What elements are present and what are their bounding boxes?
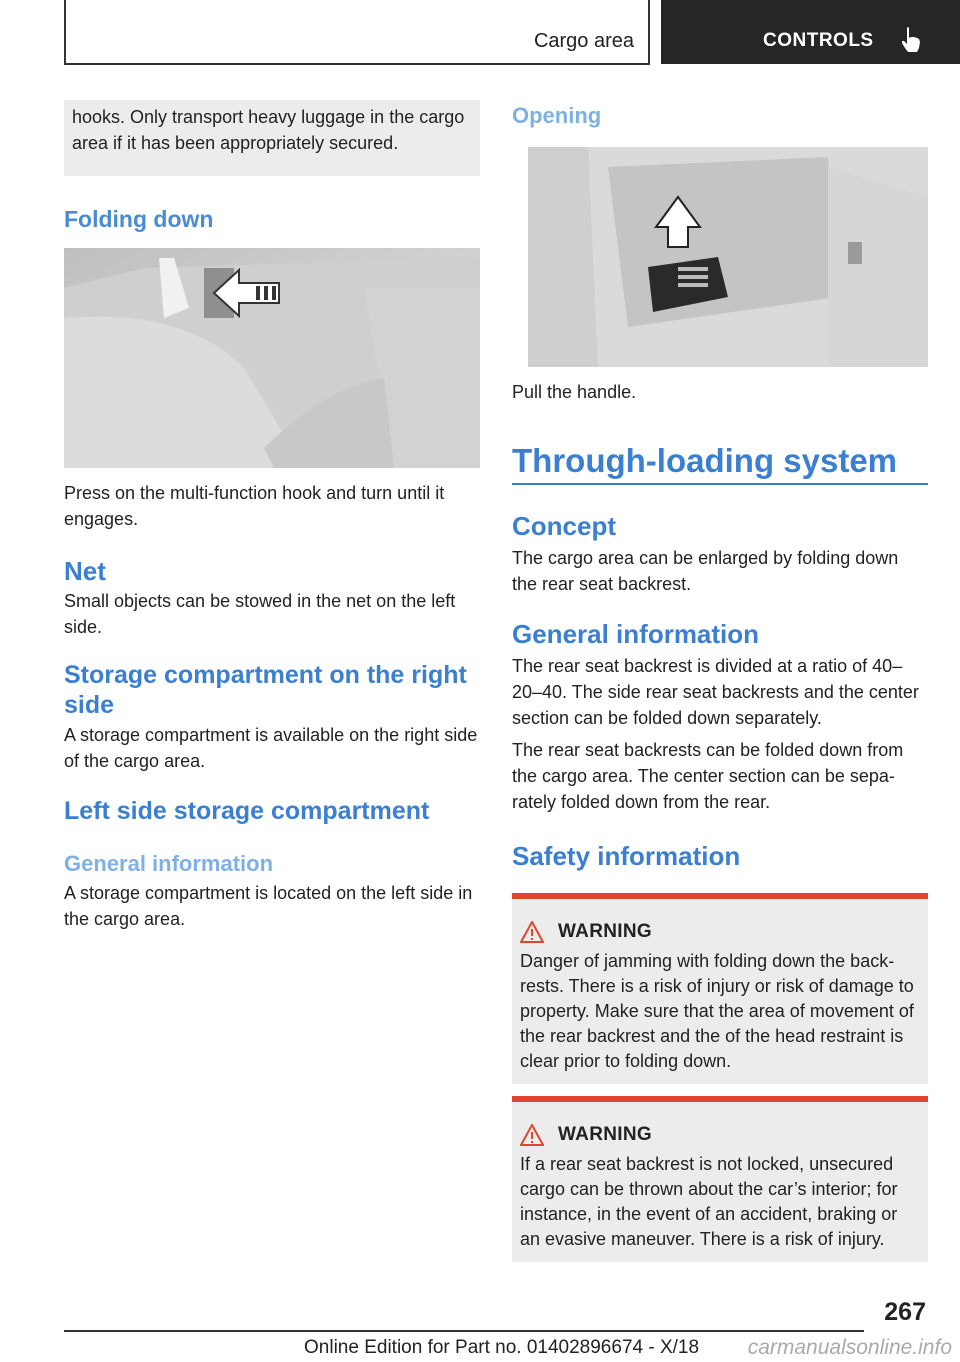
warning-1-label: WARNING — [558, 921, 652, 942]
header-chapter-tab[interactable] — [661, 0, 960, 64]
folding-down-heading: Folding down — [64, 206, 214, 232]
safety-info-heading: Safety information — [512, 841, 741, 871]
general-info-text-1: The rear seat backrest is divided at a ratio of 40–20–40. The side rear seat backrests and the center section can be folded down separately. — [512, 656, 919, 728]
opening-heading: Opening — [512, 103, 602, 128]
storage-left-subheading: General information — [64, 851, 274, 876]
through-loading-rule — [512, 483, 928, 485]
folding-down-illustration — [64, 248, 480, 468]
warning-box-2 — [512, 1096, 928, 1262]
note-box — [64, 100, 480, 176]
header-left-rule — [64, 0, 66, 64]
header-mid-rule — [648, 0, 650, 64]
opening-figure — [528, 147, 928, 367]
opening-text: Pull the handle. — [512, 382, 637, 402]
header-bottom-rule — [64, 63, 650, 65]
storage-right-heading: Storage compartment on the right side — [64, 661, 467, 719]
page-number: 267 — [884, 1298, 926, 1326]
right-column — [512, 100, 928, 1262]
net-heading: Net — [64, 556, 106, 586]
warning-1-text: Danger of jamming with folding down the backrests. There is a risk of injury or risk of damage to property. Make sure that the area of movement of the rear backrest and the of the head restraint is clear prior to folding down. — [520, 951, 914, 1071]
warning-2-label: WARNING — [558, 1124, 652, 1145]
general-info-text-2: The rear seat backrests can be folded down from the cargo area. The center section can be separately folded down from the rear. — [512, 740, 904, 812]
folding-down-text: Press on the multi-function hook and turn until it engages. — [64, 483, 445, 529]
warning-box-1 — [512, 893, 928, 1084]
net-text: Small objects can be stowed in the net on the left side. — [64, 591, 456, 637]
warning-2-text: If a rear seat backrest is not locked, unsecured cargo can be thrown about the car’s interior; for instance, in the event of an accident, braking or an evasive maneuver. There is a risk of injury. — [520, 1154, 898, 1249]
folding-down-figure — [64, 248, 480, 468]
opening-illustration — [528, 147, 928, 367]
header-section-title: Cargo area — [533, 30, 634, 52]
warning-triangle-icon — [520, 921, 544, 943]
footer-watermark: carmanualsonline.info — [747, 1336, 952, 1359]
footer-rule — [64, 1330, 864, 1332]
note-text: hooks. Only transport heavy luggage in the cargo area if it has been appropriately secured. — [72, 107, 465, 153]
warning-triangle-icon — [520, 1124, 544, 1146]
hand-pointer-icon — [899, 26, 923, 54]
header-chapter-label: CONTROLS — [763, 30, 874, 51]
storage-right-text: A storage compartment is available on the right side of the cargo area. — [64, 725, 478, 771]
storage-left-text: A storage compartment is located on the left side in the cargo area. — [64, 883, 473, 929]
concept-heading: Concept — [512, 511, 616, 541]
through-loading-heading: Through-loading system — [512, 442, 898, 479]
storage-left-heading: Left side storage compartment — [64, 797, 430, 825]
footer-edition: Online Edition for Part no. 01402896674 - X/18 — [304, 1337, 700, 1358]
general-info-heading: General information — [512, 619, 760, 649]
concept-text: The cargo area can be enlarged by folding down the rear seat backrest. — [512, 548, 899, 594]
left-column — [64, 100, 480, 932]
